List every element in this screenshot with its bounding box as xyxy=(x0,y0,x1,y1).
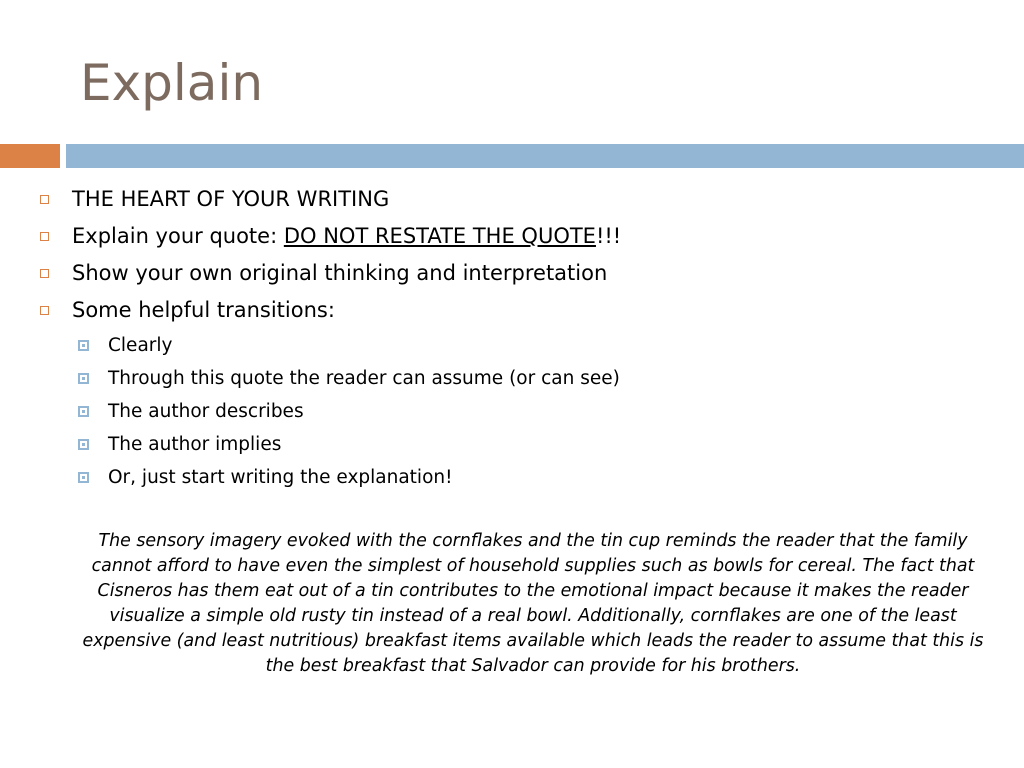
bullet-text: Show your own original thinking and interpretation xyxy=(72,261,608,285)
bullet-text: Explain your quote: xyxy=(72,224,284,248)
bullet-text: Some helpful transitions: xyxy=(72,298,335,322)
square-bullet-icon xyxy=(40,232,49,241)
bullet-item xyxy=(38,218,998,255)
square-bullet-icon xyxy=(40,195,49,204)
bullet-item xyxy=(38,181,998,218)
accent-bar-orange xyxy=(0,144,60,168)
bullet-text: THE HEART OF YOUR WRITING xyxy=(72,187,390,211)
sub-bullet-group xyxy=(38,329,998,494)
filled-square-bullet-icon xyxy=(78,373,89,384)
sub-bullet-item xyxy=(38,428,998,461)
slide-title: Explain xyxy=(80,54,264,112)
sub-bullet-text: Through this quote the reader can assume (or can see) xyxy=(108,368,620,389)
bullet-text-suffix: !!! xyxy=(595,224,622,248)
filled-square-bullet-icon xyxy=(78,439,89,450)
example-paragraph: The sensory imagery evoked with the cornflakes and the tin cup reminds the reader that the family cannot afford to have even the simplest of household supplies such as bowls for cereal. The fact that Cisneros has them eat out of a tin contributes to the emotional impact because it makes the reader visualize a simple old rusty tin instead of a real bowl. Additionally, cornflakes are one of the least expensive (and least nutritious) breakfast items available which leads the reader to assume that this is the best breakfast that Salvador can provide for his brothers. xyxy=(82,531,984,676)
sub-bullet-text: The author implies xyxy=(108,434,282,455)
square-bullet-icon xyxy=(40,269,49,278)
emphasized-text: DO NOT RESTATE THE QUOTE xyxy=(283,224,596,248)
sub-bullet-item xyxy=(38,461,998,494)
sub-bullet-text: Clearly xyxy=(108,335,173,356)
filled-square-bullet-icon xyxy=(78,340,89,351)
sub-bullet-text: The author describes xyxy=(108,401,304,422)
sub-bullet-item xyxy=(38,362,998,395)
sub-bullet-item xyxy=(38,395,998,428)
bullet-item xyxy=(38,255,998,292)
bullet-item xyxy=(38,292,998,329)
bullet-list xyxy=(38,181,998,494)
sub-bullet-item xyxy=(38,329,998,362)
accent-bar-blue xyxy=(66,144,1024,168)
square-bullet-icon xyxy=(40,306,49,315)
filled-square-bullet-icon xyxy=(78,472,89,483)
sub-bullet-list xyxy=(38,329,998,494)
filled-square-bullet-icon xyxy=(78,406,89,417)
sub-bullet-text: Or, just start writing the explanation! xyxy=(108,467,453,488)
